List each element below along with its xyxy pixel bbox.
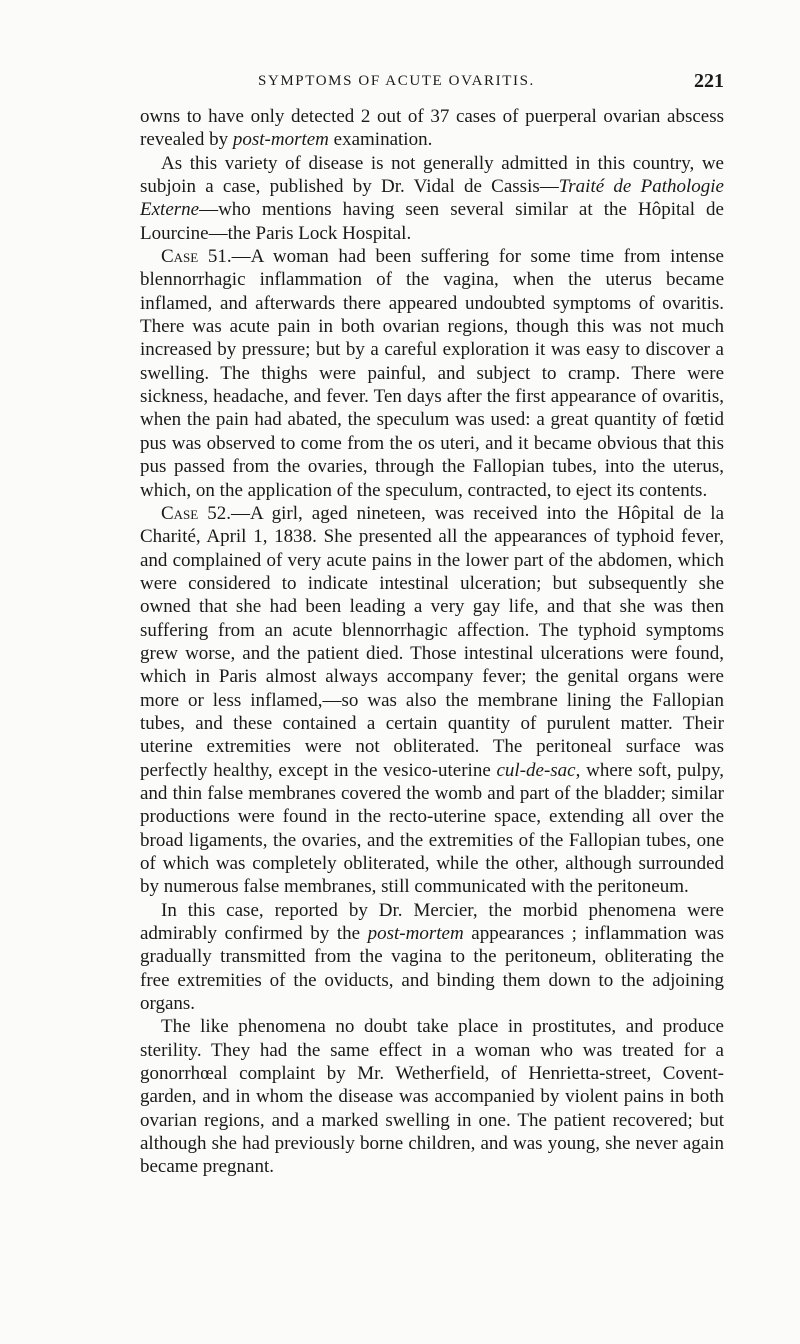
- paragraph-case-52: Case 52.—A girl, aged nineteen, was received into the Hôpital de la Charité, April 1, 1838. She presented all the appearances of typhoid fever, and complained of very acute pains in the lower part of the abdomen, which were considered to indicate intestinal ulceration; but subsequently she owned that she had been leading a very gay life, and that she was then suffering from an acute blennorrhagic affection. The typhoid symptoms grew worse, and the patient died. Those intestinal ulcerations were found, which in Paris almost always accompany fever; the genital organs were more or less inflamed,—so was also the membrane lining the Fallopian tubes, and these contained a certain quantity of purulent matter. Their uterine extremities were not obliterated. The peritoneal surface was perfectly healthy, except in the vesico-uterine cul-de-sac, where soft, pulpy, and thin false membranes covered the womb and part of the bladder; similar productions were found in the recto-uterine space, extending all over the broad ligaments, the ovaries, and the extremities of the Fallopian tubes, one of which was completely obliterated, while the other, although surrounded by numerous false membranes, still communicated with the peritoneum.: [140, 502, 725, 898]
- page-number: 221: [694, 70, 724, 92]
- paragraph-sterility: The like phenomena no doubt take place in prostitutes, and produce sterility. They had the same effect in a woman who was treated for a gonorrhœal complaint by Mr. Wetherfield, of Henrietta-street, Covent-garden, and in whom the disease was accompanied by violent pains in both ovarian regions, and a marked swelling in one. The patient recovered; but although she had previously borne children, and was young, she never again became pregnant.: [140, 1016, 724, 1178]
- case-52-label: Case 52.: [161, 502, 231, 524]
- page-header: [132, 70, 724, 97]
- paragraph-case-51: Case 51.—A woman had been suffering for some time from intense blennorrhagic inflammation of the vagina, when the uterus became inflamed, and afterwards there appeared undoubted symptoms of ovaritis. There was acute pain in both ovarian regions, though this was not much increased by pressure; but by a careful exploration it was easy to discover a swelling. The thighs were painful, and subject to cramp. There were sickness, headache, and fever. Ten days after the first appearance of ovaritis, when the pain had abated, the speculum was used: a great quantity of fœtid pus was observed to come from the os uteri, and it became obvious that this pus passed from the ovaries, through the Fallopian tubes, into the uterus, which, on the application of the speculum, contracted, to eject its contents.: [140, 246, 724, 501]
- running-title: SYMPTOMS OF ACUTE OVARITIS.: [258, 73, 535, 89]
- case-51-label: Case 51.: [161, 246, 232, 268]
- paragraph-intro-continuation: owns to have only detected 2 out of 37 cases of puerperal ovarian abscess revealed by post-mortem examination.: [140, 106, 724, 151]
- paragraph-vidal-de-cassis: As this variety of disease is not generally admitted in this country, we subjoin a case, published by Dr. Vidal de Cassis—Traité de Pathologie Externe—who mentions having seen several similar at the Hôpital de Lourcine—the Paris Lock Hospital.: [140, 152, 724, 244]
- body-text: [140, 105, 724, 1179]
- paragraph-mercier: In this case, reported by Dr. Mercier, the morbid phenomena were admirably confirmed by the post-mortem appearances ; inflammation was gradually transmitted from the vagina to the peritoneum, obliterating the free extremities of the oviducts, and binding them down to the adjoining organs.: [140, 899, 725, 1015]
